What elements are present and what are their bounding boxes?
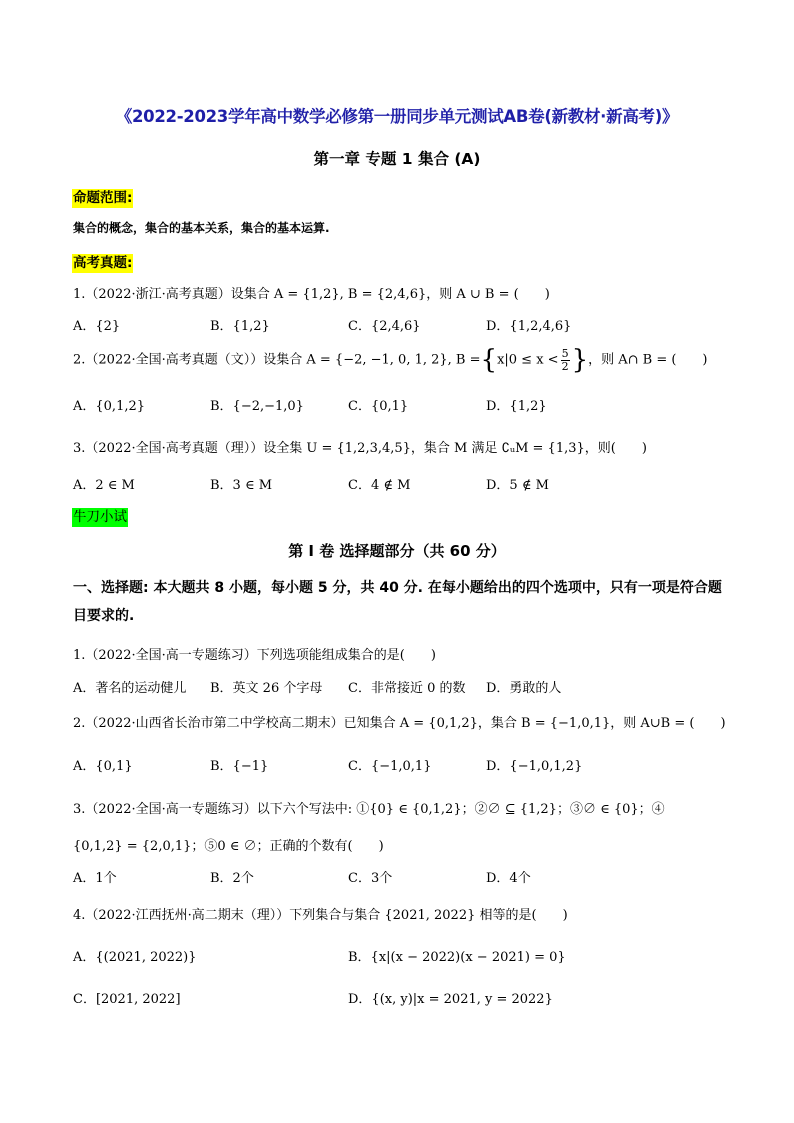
gaokao-label: 高考真题: [73, 255, 133, 271]
fraction-denominator: 2 [561, 359, 569, 373]
chapter-heading: 第一章 专题 1 集合 (A) [313, 150, 481, 168]
gaokao-q1-option-c: C．{2,4,6} [348, 319, 421, 334]
gaokao-q1-option-b: B．{1,2} [210, 319, 270, 334]
question-2-stem: 2.（2022·山西省长治市第二中学校高二期末）已知集合 A = {0,1,2}，集合 B = {−1,0,1}，则 A∪B = ( ) [73, 716, 726, 731]
question-2-option-a: A．{0,1} [73, 759, 133, 774]
gaokao-label-wrap [72, 251, 133, 271]
gaokao-q3-option-a: A．2 ∈ M [73, 478, 135, 493]
question-2-option-b: B．{−1} [210, 759, 269, 774]
gaokao-q1-stem: 1.（2022·浙江·高考真题）设集合 A = {1,2}, B = {2,4,6}，则 A ∪ B = ( ) [73, 287, 550, 302]
gaokao-q2-option-d: D．{1,2} [486, 399, 547, 414]
gaokao-q2-set-b: x|0 ≤ x < [497, 352, 559, 368]
fraction-numerator: 5 [561, 346, 569, 360]
question-3-option-b: B．2个 [210, 871, 254, 886]
scope-text: 集合的概念，集合的基本关系，集合的基本运算. [73, 221, 330, 235]
scope-label: 命题范围: [73, 190, 133, 206]
question-4-stem: 4.（2022·江西抚州·高二期末（理））下列集合与集合 {2021, 2022} 相等的是( ) [73, 908, 568, 923]
question-1-option-b: B．英文 26 个字母 [210, 681, 323, 696]
question-4-option-b: B．{x|(x − 2022)(x − 2021) = 0} [348, 950, 566, 965]
left-brace-icon: { [480, 345, 498, 375]
question-4-option-a: A．{(2021, 2022)} [73, 950, 197, 965]
section-title: 第 I 卷 选择题部分（共 60 分） [288, 542, 506, 560]
practice-label: 牛刀小试 [73, 509, 127, 525]
question-1-option-a: A．著名的运动健儿 [73, 681, 187, 696]
gaokao-q1-option-d: D．{1,2,4,6} [486, 319, 572, 334]
question-3-option-d: D．4个 [486, 871, 531, 886]
question-3-stem-line2: {0,1,2} = {2,0,1}；⑤0 ∈ ∅；正确的个数有( ) [73, 839, 384, 854]
right-brace-icon: } [571, 345, 589, 375]
gaokao-q2-stem [73, 345, 708, 376]
question-3-option-a: A．1个 [73, 871, 117, 886]
question-2-option-d: D．{−1,0,1,2} [486, 759, 583, 774]
gaokao-q2-option-b: B．{−2,−1,0} [210, 399, 304, 414]
gaokao-q2-stem-b: ，则 A∩ B = ( ) [588, 352, 708, 368]
gaokao-q1-option-a: A．{2} [73, 319, 121, 334]
gaokao-q3-option-d: D．5 ∉ M [486, 478, 549, 493]
question-4-option-c: C．[2021, 2022] [73, 992, 181, 1007]
question-2-option-c: C．{−1,0,1} [348, 759, 432, 774]
practice-label-wrap [72, 505, 128, 525]
question-1-option-d: D．勇敢的人 [486, 681, 562, 696]
scope-label-wrap [72, 186, 133, 206]
gaokao-q2-option-a: A．{0,1,2} [73, 399, 146, 414]
gaokao-q2-option-c: C．{0,1} [348, 399, 409, 414]
gaokao-q3-option-b: B．3 ∈ M [210, 478, 273, 493]
question-1-option-c: C．非常接近 0 的数 [348, 681, 466, 696]
fraction [561, 348, 570, 373]
document-title: 《2022-2023学年高中数学必修第一册同步单元测试AB卷(新教材·新高考)》 [115, 107, 679, 126]
gaokao-q2-stem-a: 2.（2022·全国·高考真题（文））设集合 A = {−2, −1, 0, 1, 2}, B = [73, 352, 481, 368]
question-3-stem-line1: 3.（2022·全国·高一专题练习）以下六个写法中: ①{0} ∈ {0,1,2}；②∅ ⊆ {1,2}；③∅ ∈ {0}；④ [73, 802, 665, 817]
question-1-stem: 1.（2022·全国·高一专题练习）下列选项能组成集合的是( ) [73, 648, 436, 663]
section-intro: 一、选择题: 本大题共 8 小题，每小题 5 分，共 40 分. 在每小题给出的四个选项中，只有一项是符合题目要求的. [73, 580, 722, 624]
gaokao-q3-option-c: C．4 ∉ M [348, 478, 411, 493]
gaokao-q3-stem: 3.（2022·全国·高考真题（理））设全集 U = {1,2,3,4,5}，集合 M 满足 ∁ᵤM = {1,3}，则( ) [73, 441, 647, 456]
question-3-option-c: C．3个 [348, 871, 393, 886]
question-4-option-d: D．{(x, y)|x = 2021, y = 2022} [348, 992, 553, 1007]
